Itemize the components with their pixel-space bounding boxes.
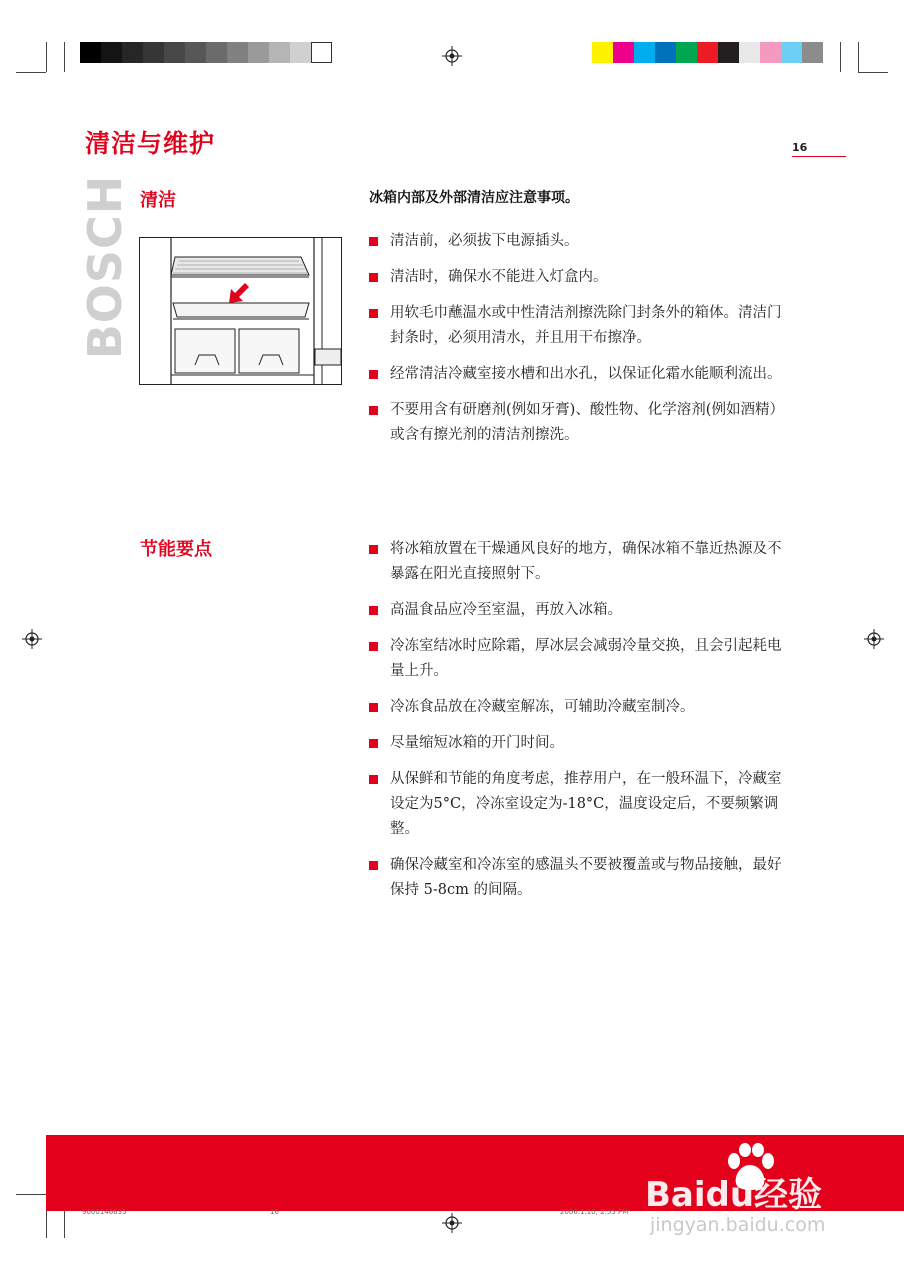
grayscale-bar <box>80 42 332 63</box>
color-swatch <box>697 42 718 63</box>
footer-timestamp: 2006.1.10, 2:55 PM <box>560 1208 629 1216</box>
crop-mark <box>858 42 859 72</box>
list-item: 高温食品应冷至室温，再放入冰箱。 <box>368 598 784 623</box>
crop-mark <box>16 72 46 73</box>
list-item: 经常清洁冷藏室接水槽和出水孔，以保证化霜水能顺利流出。 <box>368 362 784 387</box>
grayscale-swatch <box>290 42 311 63</box>
grayscale-swatch <box>311 42 332 63</box>
footer-doc-code: 9000146635 <box>82 1208 127 1216</box>
list-item: 冷冻室结冰时应除霜，厚冰层会减弱冷量交换，且会引起耗电量上升。 <box>368 634 784 684</box>
color-swatch <box>760 42 781 63</box>
grayscale-swatch <box>248 42 269 63</box>
registration-mark-icon <box>22 629 42 649</box>
list-item: 从保鲜和节能的角度考虑，推荐用户，在一般环温下，冷藏室设定为5°C，冷冻室设定为-18°C，温度设定后，不要频繁调整。 <box>368 767 784 842</box>
crop-mark <box>46 42 47 72</box>
list-item: 确保冷藏室和冷冻室的感温头不要被覆盖或与物品接触，最好保持 5-8cm 的间隔。 <box>368 853 784 903</box>
color-swatch <box>676 42 697 63</box>
grayscale-swatch <box>101 42 122 63</box>
section-heading-cleaning: 清洁 <box>140 190 176 211</box>
grayscale-swatch <box>80 42 101 63</box>
color-swatch <box>634 42 655 63</box>
crop-mark <box>840 42 841 72</box>
grayscale-swatch <box>269 42 290 63</box>
color-swatch <box>739 42 760 63</box>
svg-text:BOSCH: BOSCH <box>78 174 132 360</box>
list-item: 尽量缩短冰箱的开门时间。 <box>368 731 784 756</box>
registration-mark-icon <box>442 46 462 66</box>
watermark-url: jingyan.baidu.com <box>650 1214 826 1236</box>
grayscale-swatch <box>185 42 206 63</box>
registration-mark-icon <box>864 629 884 649</box>
grayscale-swatch <box>143 42 164 63</box>
energy-list <box>368 537 784 903</box>
list-item: 用软毛巾蘸温水或中性清洁剂擦洗除门封条外的箱体。清洁门封条时，必须用清水，并且用干布擦净。 <box>368 301 784 351</box>
color-swatch <box>781 42 802 63</box>
crop-mark <box>64 1208 65 1238</box>
grayscale-swatch <box>164 42 185 63</box>
list-item: 不要用含有研磨剂(例如牙膏)、酸性物、化学溶剂(例如酒精）或含有擦光剂的清洁剂擦洗。 <box>368 398 784 448</box>
cleaning-intro: 冰箱内部及外部清洁应注意事项。 <box>369 190 579 206</box>
registration-mark-icon <box>442 1213 462 1233</box>
page-title: 清洁与维护 <box>85 129 216 158</box>
grayscale-swatch <box>122 42 143 63</box>
crop-mark <box>64 42 65 72</box>
crop-mark <box>858 72 888 73</box>
color-bar <box>592 42 823 63</box>
crop-mark <box>16 1194 46 1195</box>
grayscale-swatch <box>227 42 248 63</box>
page-number: 16 <box>792 141 846 157</box>
color-swatch <box>802 42 823 63</box>
cleaning-list <box>368 229 784 448</box>
bosch-logo <box>78 174 132 360</box>
color-swatch <box>655 42 676 63</box>
list-item: 冷冻食品放在冷藏室解冻，可辅助冷藏室制冷。 <box>368 695 784 720</box>
color-swatch <box>718 42 739 63</box>
baidu-jingyan-logo: Baidu经验 <box>645 1175 823 1215</box>
fridge-interior-illustration <box>139 237 342 385</box>
grayscale-swatch <box>206 42 227 63</box>
color-swatch <box>613 42 634 63</box>
list-item: 清洁时，确保水不能进入灯盒内。 <box>368 265 784 290</box>
color-swatch <box>592 42 613 63</box>
crop-mark <box>46 1208 47 1238</box>
footer-page: 16 <box>270 1208 279 1216</box>
list-item: 将冰箱放置在干燥通风良好的地方，确保冰箱不靠近热源及不暴露在阳光直接照射下。 <box>368 537 784 587</box>
section-heading-energy: 节能要点 <box>140 539 212 560</box>
list-item: 清洁前，必须拔下电源插头。 <box>368 229 784 254</box>
